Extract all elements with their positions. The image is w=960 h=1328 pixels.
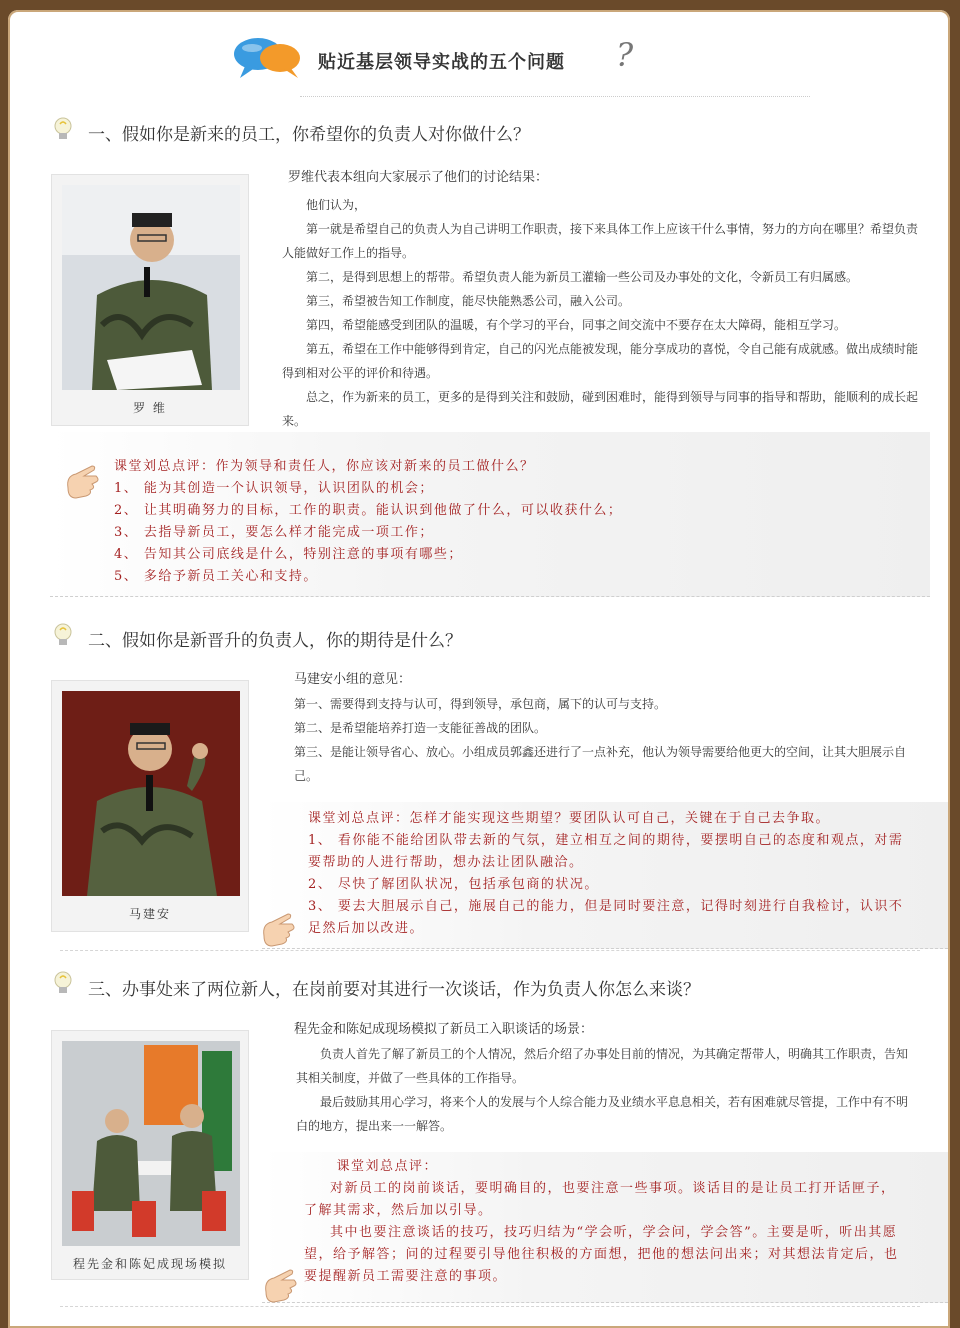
paragraph: 总之，作为新来的员工，更多的是得到关注和鼓励，碰到困难时，能得到领导与同事的指导和帮助，能顺利的成长起来。 xyxy=(282,390,919,428)
section-divider xyxy=(60,950,920,951)
comment-line: 对新员工的岗前谈话，要明确目的，也要注意一些事项。谈话目的是让员工打开话匣子，了解其需求，然后加以引导。 xyxy=(304,1181,896,1218)
comment-line: 3、 要去大胆展示自己，施展自己的能力，但是同时要注意，记得时刻进行自我检讨，认识不足然后加以改进。 xyxy=(308,899,904,936)
paragraph: 第三、是能让领导省心、放心。小组成员郭鑫还进行了一点补充，他认为领导需要给他更大的空间，让其大胆展示自己。 xyxy=(294,745,907,783)
paragraph: 第二，是得到思想上的帮带。希望负责人能为新员工灌输一些公司及办事处的文化，令新员工有归属感。 xyxy=(306,270,859,284)
photo-caption: 程先金和陈妃成现场模拟 xyxy=(72,1257,227,1271)
comment-line: 2、 让其明确努力的目标，工作的职责。能认识到他做了什么，可以收获什么； xyxy=(114,503,623,518)
paragraph: 他们认为， xyxy=(306,198,367,212)
comment-line: 1、 看你能不能给团队带去新的气氛，建立相互之间的期待，要摆明自己的态度和观点，对需要帮助的人进行帮助，想办法让团队融洽。 xyxy=(308,833,904,870)
paragraph: 第五，希望在工作中能够得到肯定，自己的闪光点能被发现，能分享成功的喜悦，令自己能有成就感。做出成绩时能得到相对公平的评价和待遇。 xyxy=(282,342,919,380)
section-2-comment xyxy=(308,808,906,940)
photo-card-simulation xyxy=(51,1030,249,1280)
photo-caption: 马建安 xyxy=(128,907,171,921)
pointing-hand-icon xyxy=(258,906,298,950)
section-3-title: 三、办事处来了两位新人，在岗前要对其进行一次谈话，作为负责人你怎么来谈？ xyxy=(88,980,700,1000)
comment-line: 其中也要注意谈话的技巧，技巧归结为“学会听，学会问，学会答”。主要是听，听出其愿望，给予解答；问的过程要引导他往积极的方面想，把他的想法问出来；对其想法肯定后，也要提醒新员工需要注意的事项。 xyxy=(304,1225,899,1284)
chat-bubbles-icon xyxy=(232,34,302,80)
comment-line: 4、 告知其公司底线是什么，特别注意的事项有哪些； xyxy=(114,547,463,562)
pointing-hand-icon xyxy=(260,1262,300,1306)
photo-card-majianan xyxy=(51,680,249,932)
comment-line: 课堂刘总点评：怎样才能实现这些期望？要团队认可自己，关键在于自己去争取。 xyxy=(308,811,831,826)
paragraph: 第一、需要得到支持与认可，得到领导，承包商，属下的认可与支持。 xyxy=(294,697,667,711)
paragraph: 第三，希望被告知工作制度，能尽快能熟悉公司，融入公司。 xyxy=(306,294,631,308)
comment-line: 5、 多给予新员工关心和支持。 xyxy=(114,569,318,584)
section-divider xyxy=(60,1306,920,1307)
section-2-lead: 马建安小组的意见： xyxy=(294,672,412,687)
lightbulb-icon xyxy=(52,622,74,648)
lightbulb-icon xyxy=(52,116,74,142)
paragraph: 最后鼓励其用心学习，将来个人的发展与个人综合能力及业绩水平息息相关，若有困难就尽管提，工作中有不明白的地方，提出来一一解答。 xyxy=(296,1095,909,1133)
section-3-lead: 程先金和陈妃成现场模拟了新员工入职谈话的场景： xyxy=(294,1022,594,1037)
section-1-comment xyxy=(114,456,914,588)
title-question-mark: ? xyxy=(616,36,634,74)
paragraph: 第一就是希望自己的负责人为自己讲明工作职责，接下来具体工作上应该干什么事情，努力的方向在哪里？希望负责人能做好工作上的指导。 xyxy=(282,222,919,260)
comment-line: 1、 能为其创造一个认识领导，认识团队的机会； xyxy=(114,481,434,496)
photo-simulation xyxy=(62,1041,240,1246)
section-3-body xyxy=(296,1042,910,1138)
section-1-title: 一、假如你是新来的员工，你希望你的负责人对你做什么？ xyxy=(88,125,530,145)
pointing-hand-icon xyxy=(62,458,102,502)
section-2-body xyxy=(294,692,918,788)
section-1-lead: 罗维代表本组向大家展示了他们的讨论结果： xyxy=(288,170,549,185)
comment-line: 3、 去指导新员工，要怎么样才能完成一项工作； xyxy=(114,525,434,540)
photo-majianan xyxy=(62,691,240,896)
section-1-body xyxy=(282,193,928,433)
comment-line: 2、 尽快了解团队状况，包括承包商的状况。 xyxy=(308,877,599,892)
paragraph: 第四，希望能感受到团队的温暖，有个学习的平台，同事之间交流中不要存在太大障碍，能相互学习。 xyxy=(306,318,847,332)
photo-caption: 罗 维 xyxy=(133,401,167,415)
section-2-title: 二、假如你是新晋升的负责人，你的期待是什么？ xyxy=(88,631,462,651)
photo-card-luowei xyxy=(51,174,249,426)
page-title: 贴近基层领导实战的五个问题 xyxy=(318,52,565,73)
comment-line: 课堂刘总点评：作为领导和责任人，你应该对新来的员工做什么？ xyxy=(114,459,535,474)
paragraph: 负责人首先了解了新员工的个人情况，然后介绍了办事处目前的情况，为其确定帮带人，明确其工作职责，告知其相关制度，并做了一些具体的工作指导。 xyxy=(296,1047,909,1085)
section-3-comment xyxy=(304,1156,908,1288)
page-header xyxy=(232,34,652,84)
comment-line: 课堂刘总点评： xyxy=(336,1159,439,1174)
header-divider xyxy=(300,96,810,97)
photo-luowei xyxy=(62,185,240,390)
lightbulb-icon xyxy=(52,970,74,996)
paragraph: 第二、是希望能培养打造一支能征善战的团队。 xyxy=(294,721,547,735)
